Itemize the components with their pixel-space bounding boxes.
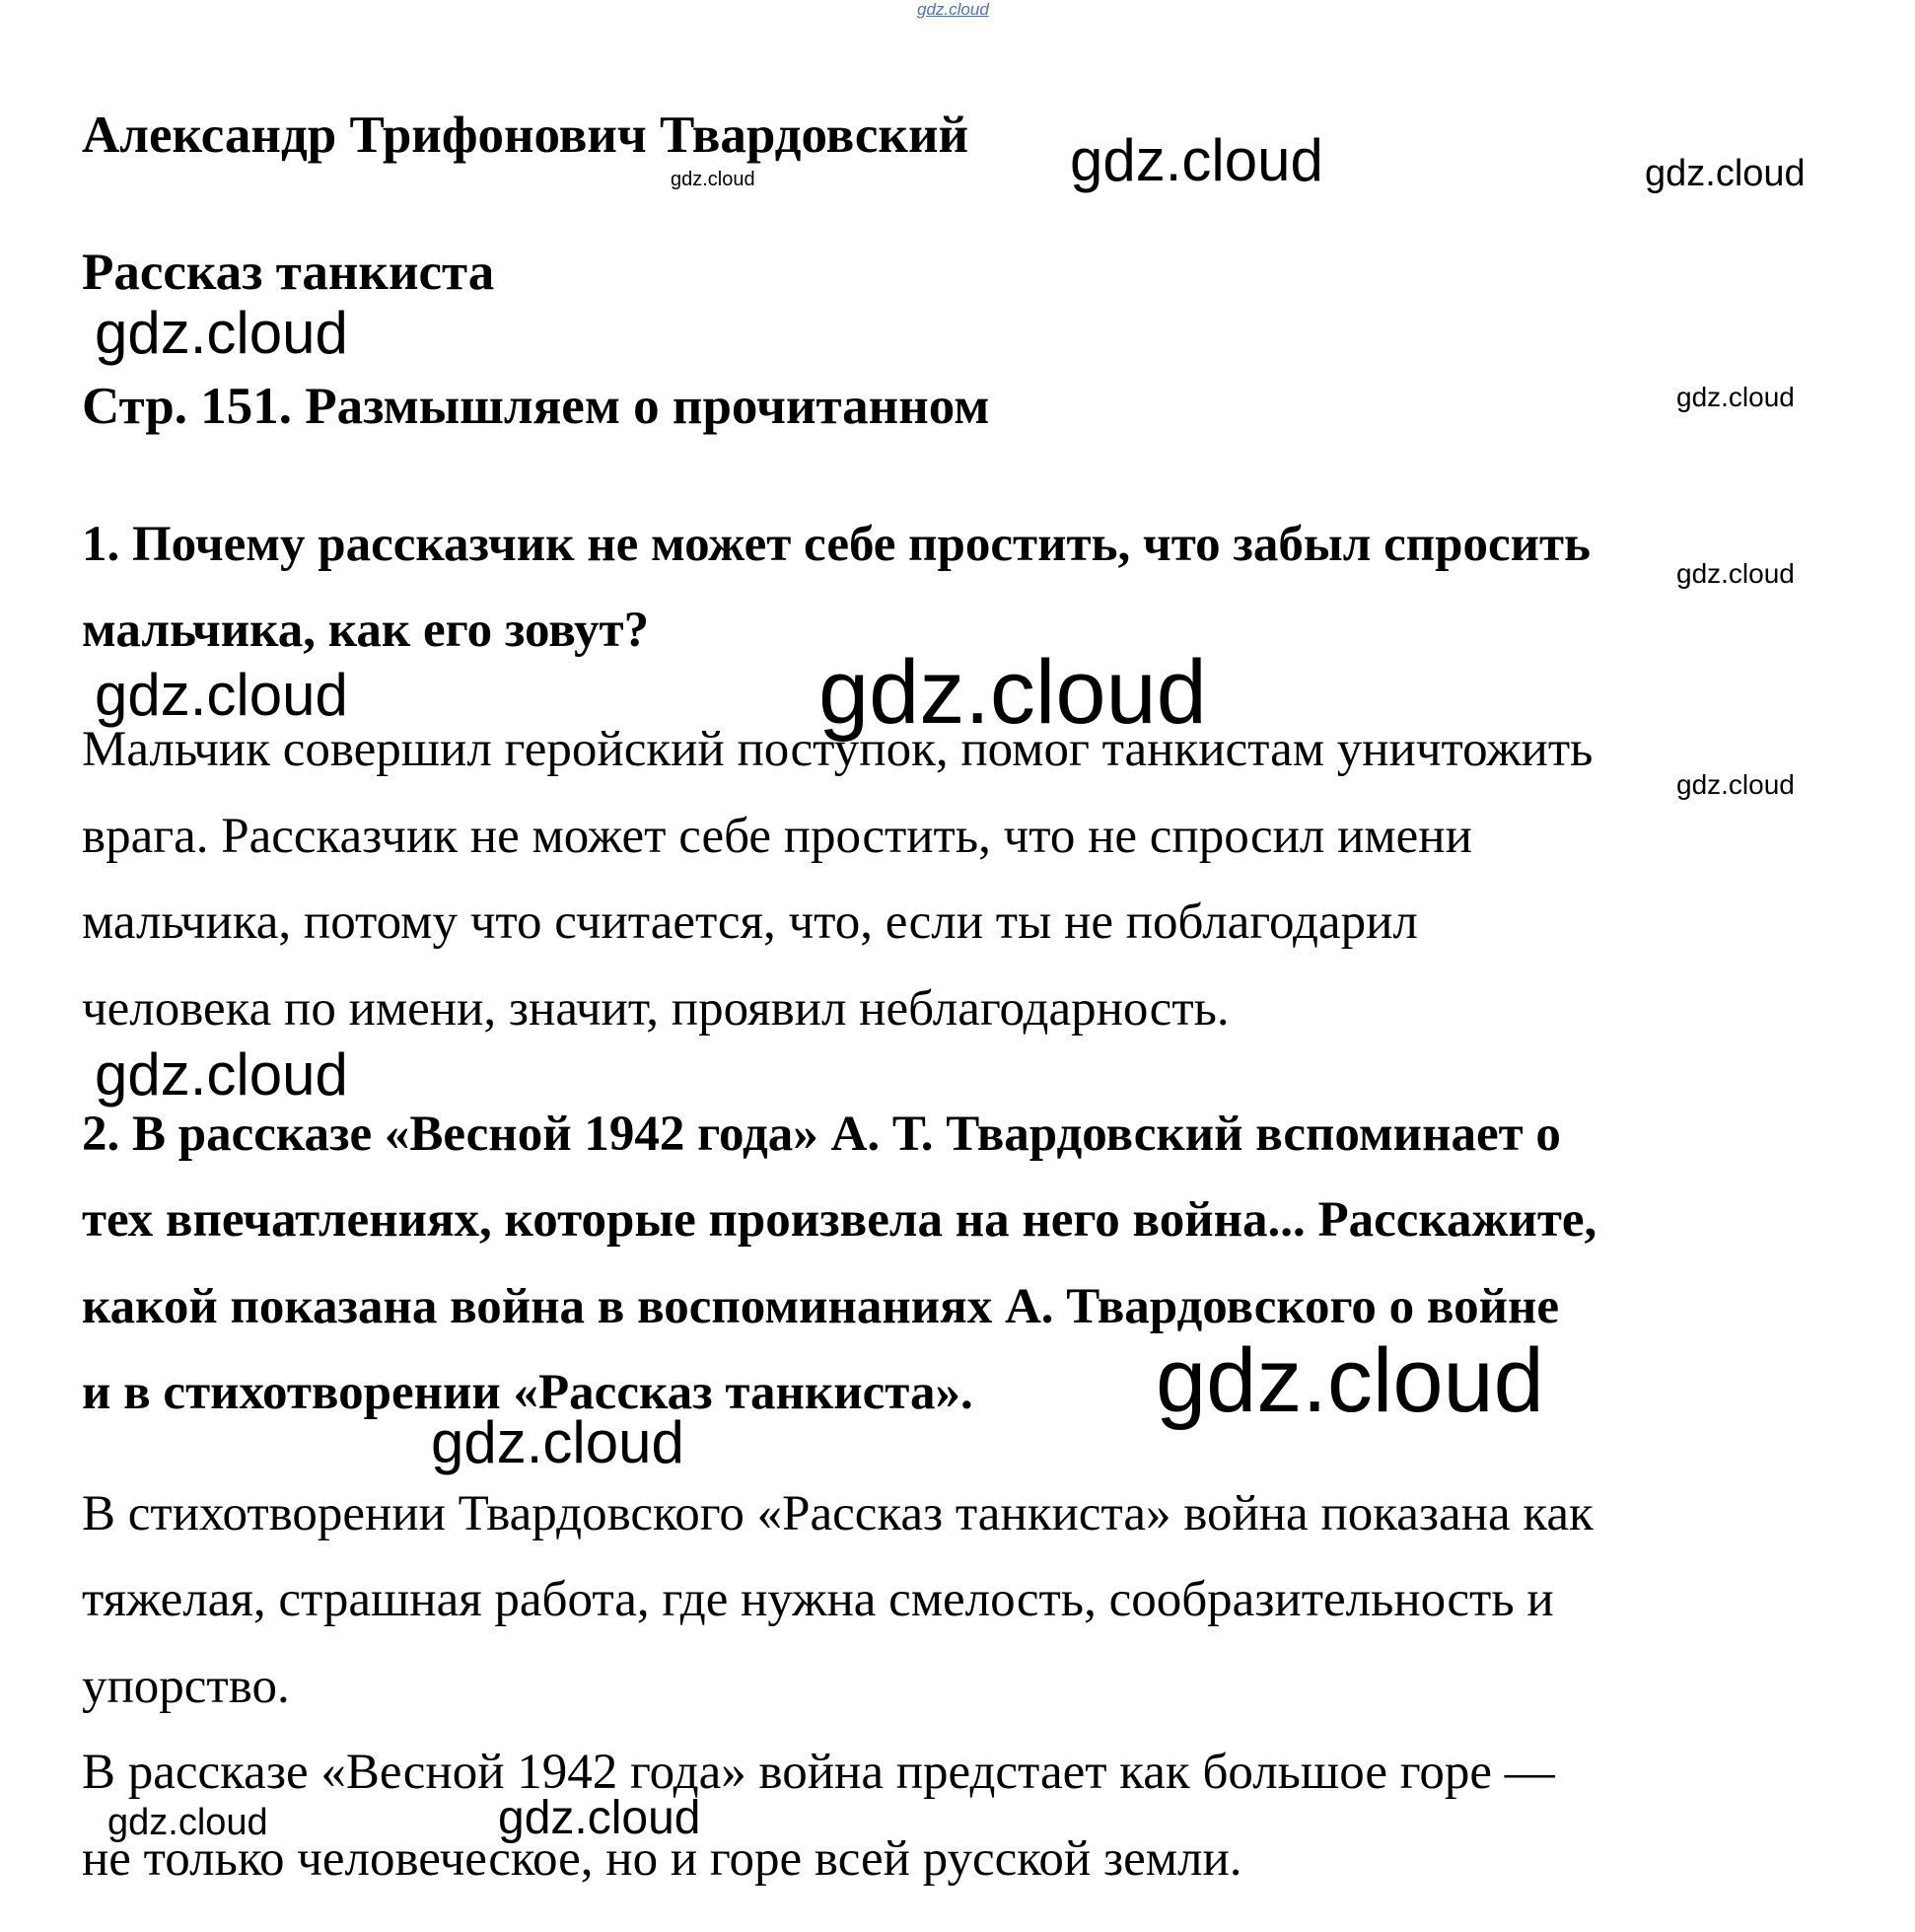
watermark: gdz.cloud bbox=[498, 1792, 701, 1844]
watermark: gdz.cloud bbox=[1676, 769, 1795, 800]
question-1-line-1: 1. Почему рассказчик не может себе простить, что забыл спросить bbox=[82, 517, 1591, 572]
watermark: gdz.cloud bbox=[95, 662, 348, 728]
watermark: gdz.cloud bbox=[1676, 558, 1795, 589]
answer-2-line-4: В рассказе «Весной 1942 года» война предстает как большое горе — bbox=[82, 1745, 1555, 1800]
watermark: gdz.cloud bbox=[1676, 382, 1795, 412]
watermark: gdz.cloud bbox=[818, 642, 1207, 743]
watermark: gdz.cloud bbox=[107, 1802, 268, 1843]
answer-1-line-4: человека по имени, значит, проявил неблагодарность. bbox=[82, 981, 1230, 1037]
section-title: Стр. 151. Размышляем о прочитанном bbox=[82, 378, 990, 435]
question-2-line-1: 2. В рассказе «Весной 1942 года» А. Т. Твардовский вспоминает о bbox=[82, 1107, 1561, 1162]
question-2-line-4: и в стихотворении «Рассказ танкиста». bbox=[82, 1365, 973, 1420]
answer-2-line-5: не только человеческое, но и горе всей русской земли. bbox=[82, 1831, 1242, 1887]
top-watermark-link[interactable]: gdz.cloud bbox=[917, 0, 989, 19]
question-2-line-3: какой показана война в воспоминаниях А. Твардовского о войне bbox=[82, 1279, 1560, 1334]
answer-2-line-2: тяжелая, страшная работа, где нужна смелость, сообразительность и bbox=[82, 1572, 1554, 1627]
watermark: gdz.cloud bbox=[1156, 1330, 1544, 1431]
watermark: gdz.cloud bbox=[431, 1409, 684, 1475]
question-2-line-2: тех впечатлениях, которые произвела на него война... Расскажите, bbox=[82, 1192, 1597, 1248]
watermark: gdz.cloud bbox=[1645, 153, 1806, 194]
watermark: gdz.cloud bbox=[671, 169, 755, 190]
work-title: Рассказ танкиста bbox=[82, 244, 495, 301]
author-name: Александр Трифонович Твардовский bbox=[82, 107, 969, 164]
watermark: gdz.cloud bbox=[1070, 127, 1323, 193]
watermark: gdz.cloud bbox=[95, 1041, 348, 1108]
answer-1-line-3: мальчика, потому что считается, что, если ты не поблагодарил bbox=[82, 894, 1418, 950]
answer-1-line-2: врага. Рассказчик не может себе простить, что не спросил имени bbox=[82, 809, 1472, 864]
answer-1-line-1: Мальчик совершил геройский поступок, помог танкистам уничтожить bbox=[82, 722, 1594, 777]
watermark: gdz.cloud bbox=[95, 300, 348, 366]
question-1-line-2: мальчика, как его зовут? bbox=[82, 603, 650, 658]
answer-2-line-1: В стихотворении Твардовского «Рассказ танкиста» война показана как bbox=[82, 1486, 1594, 1541]
answer-2-line-3: упорство. bbox=[82, 1659, 290, 1714]
